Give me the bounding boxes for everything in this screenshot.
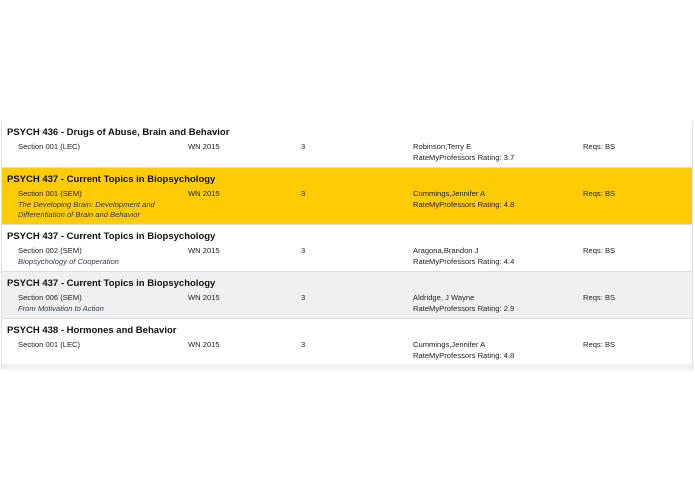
section-label: Section 001 (SEM): [18, 189, 82, 198]
requirements-label: Reqs: BS: [583, 142, 616, 151]
course-row[interactable]: [2, 319, 692, 365]
instructor-name[interactable]: Aragona,Brandon J: [413, 246, 479, 255]
term-label: WN 2015: [188, 246, 220, 255]
course-row-selected[interactable]: [2, 168, 692, 225]
professor-rating: RateMyProfessors Rating: 3.7: [413, 153, 515, 162]
section-description: Biopsychology of Cooperation: [18, 257, 119, 266]
section-label: Section 001 (LEC): [18, 340, 81, 349]
term-label: WN 2015: [188, 142, 220, 151]
course-title[interactable]: PSYCH 438 - Hormones and Behavior: [7, 325, 177, 336]
section-description: From Motivation to Action: [18, 304, 104, 313]
credits-label: 3: [301, 340, 306, 349]
instructor-name[interactable]: Cummings,Jennifer A: [413, 189, 486, 198]
course-row[interactable]: [2, 272, 692, 319]
credits-label: 3: [301, 246, 306, 255]
course-row[interactable]: [2, 225, 692, 272]
section-label: Section 002 (SEM): [18, 246, 82, 255]
term-label: WN 2015: [188, 189, 220, 198]
course-title[interactable]: PSYCH 437 - Current Topics in Biopsychology: [7, 278, 216, 289]
credits-label: 3: [301, 142, 306, 151]
course-row[interactable]: [2, 121, 692, 168]
course-title[interactable]: PSYCH 436 - Drugs of Abuse, Brain and Behavior: [7, 127, 230, 138]
term-label: WN 2015: [188, 340, 220, 349]
instructor-name[interactable]: Aldridge, J Wayne: [413, 293, 475, 302]
requirements-label: Reqs: BS: [583, 340, 616, 349]
course-results-list: [1, 121, 693, 365]
requirements-label: Reqs: BS: [583, 189, 616, 198]
instructor-name[interactable]: Cummings,Jennifer A: [413, 340, 486, 349]
section-label: Section 001 (LEC): [18, 142, 81, 151]
instructor-name[interactable]: Robinson,Terry E: [413, 142, 472, 151]
professor-rating: RateMyProfessors Rating: 2.9: [413, 304, 515, 313]
professor-rating: RateMyProfessors Rating: 4.8: [413, 200, 515, 209]
requirements-label: Reqs: BS: [583, 246, 616, 255]
course-title[interactable]: PSYCH 437 - Current Topics in Biopsychology: [7, 174, 216, 185]
term-label: WN 2015: [188, 293, 220, 302]
requirements-label: Reqs: BS: [583, 293, 616, 302]
section-description: The Developing Brain: Development and: [18, 200, 155, 209]
professor-rating: RateMyProfessors Rating: 4.4: [413, 257, 515, 266]
section-label: Section 006 (SEM): [18, 293, 82, 302]
section-description-cont: Differentiation of Brain and Behavior: [18, 210, 140, 219]
professor-rating: RateMyProfessors Rating: 4.8: [413, 351, 515, 360]
credits-label: 3: [301, 293, 306, 302]
credits-label: 3: [301, 189, 306, 198]
list-footer-divider: [1, 364, 693, 370]
course-title[interactable]: PSYCH 437 - Current Topics in Biopsychology: [7, 231, 216, 242]
